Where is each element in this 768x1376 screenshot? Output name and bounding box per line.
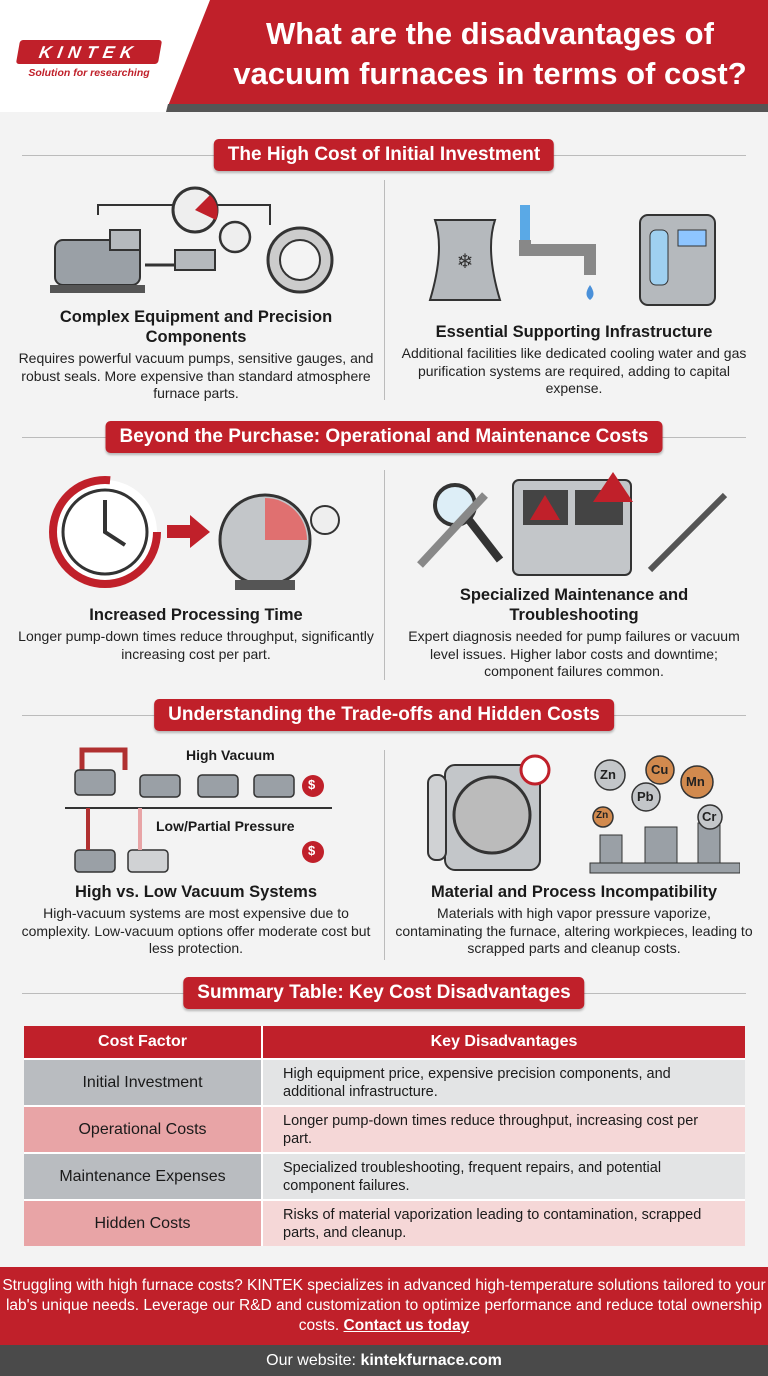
pump-comparison-icon bbox=[60, 740, 360, 880]
item-text: Materials with high vapor pressure vaporize, contaminating the furnace, altering workpieces, leading to scrapped parts and cleanup costs. bbox=[395, 905, 753, 956]
table-row bbox=[24, 1152, 745, 1199]
clock-chamber-icon bbox=[45, 470, 355, 595]
column-divider bbox=[384, 470, 385, 680]
element-cr: Cr bbox=[702, 809, 717, 824]
item-supporting-infrastructure bbox=[394, 322, 754, 398]
svg-text:❄: ❄ bbox=[456, 251, 474, 273]
element-zn: Zn bbox=[600, 767, 616, 782]
dollar-icon: $ bbox=[308, 777, 316, 792]
item-heading: Essential Supporting Infrastructure bbox=[435, 323, 713, 341]
disadvantage-cell: High equipment price, expensive precision components, and additional infrastructure. bbox=[263, 1060, 745, 1105]
section-title-initial-investment: The High Cost of Initial Investment bbox=[214, 139, 554, 171]
footer-cta bbox=[0, 1267, 768, 1345]
item-heading: Material and Process Incompatibility bbox=[430, 883, 718, 901]
footer-text: Struggling with high furnace costs? KINTEK specializes in advanced high-temperature solutions tailored to your lab's unique needs. Leverage our R&D and customization to optimize performance and reduce total ownership costs. bbox=[2, 1277, 766, 1334]
dollar-icon: $ bbox=[308, 843, 316, 858]
low-pressure-label: Low/Partial Pressure bbox=[156, 818, 295, 834]
item-specialized-maintenance bbox=[394, 585, 754, 681]
summary-title: Summary Table: Key Cost Disadvantages bbox=[183, 977, 584, 1009]
element-zn: Zn bbox=[596, 810, 609, 821]
table-header bbox=[24, 1026, 745, 1058]
header bbox=[0, 0, 768, 112]
summary-table bbox=[24, 1026, 745, 1246]
element-cu: Cu bbox=[651, 762, 669, 777]
item-text: Requires powerful vacuum pumps, sensitive gauges, and robust seals. More expensive than standard atmosphere furnace parts. bbox=[18, 350, 374, 401]
section-title-operational-costs: Beyond the Purchase: Operational and Maintenance Costs bbox=[106, 421, 663, 453]
item-text: Longer pump-down times reduce throughput, significantly increasing cost per part. bbox=[18, 628, 374, 662]
column-divider bbox=[384, 180, 385, 400]
page-title: What are the disadvantages of vacuum furnaces in terms of cost? bbox=[233, 16, 747, 91]
item-complex-equipment bbox=[16, 307, 376, 403]
logo-tagline: Solution for researching bbox=[28, 67, 150, 79]
cost-factor-cell: Operational Costs bbox=[24, 1107, 263, 1152]
cost-factor-cell: Hidden Costs bbox=[24, 1201, 263, 1246]
disadvantage-cell: Longer pump-down times reduce throughput, increasing cost per part. bbox=[263, 1107, 745, 1152]
table-row bbox=[24, 1058, 745, 1105]
disadvantage-cell: Risks of material vaporization leading to contamination, scrapped parts, and cleanup. bbox=[263, 1201, 745, 1246]
pump-gauge-seal-icon bbox=[50, 185, 340, 305]
item-heading: High vs. Low Vacuum Systems bbox=[74, 883, 318, 901]
logo-text: KINTEK bbox=[16, 40, 162, 64]
section-title-tradeoffs: Understanding the Trade-offs and Hidden Costs bbox=[154, 699, 614, 731]
contact-us-link[interactable]: Contact us today bbox=[343, 1317, 470, 1334]
item-heading: Complex Equipment and Precision Components bbox=[59, 308, 333, 346]
cost-factor-cell: Initial Investment bbox=[24, 1060, 263, 1105]
cost-factor-cell: Maintenance Expenses bbox=[24, 1154, 263, 1199]
column-header-key-disadvantages: Key Disadvantages bbox=[430, 1033, 578, 1050]
cooling-tower-pipe-purifier-icon bbox=[420, 190, 720, 310]
column-header-cost-factor: Cost Factor bbox=[24, 1026, 263, 1058]
element-pb: Pb bbox=[637, 789, 654, 804]
website-bar bbox=[0, 1345, 768, 1376]
header-shadow bbox=[166, 104, 768, 112]
item-text: Expert diagnosis needed for pump failures or vacuum level issues. Higher labor costs and downtime; component failures common. bbox=[408, 628, 740, 679]
website-label: Our website: bbox=[266, 1352, 356, 1369]
item-text: Additional facilities like dedicated cooling water and gas purification systems are required, adding to capital expense. bbox=[401, 345, 747, 396]
table-row bbox=[24, 1105, 745, 1152]
item-material-incompatibility bbox=[394, 882, 754, 958]
website-link[interactable]: kintekfurnace.com bbox=[360, 1352, 502, 1369]
item-heading: Increased Processing Time bbox=[89, 606, 303, 624]
table-row bbox=[24, 1199, 745, 1246]
furnace-drawing bbox=[420, 745, 740, 875]
item-vacuum-systems bbox=[16, 882, 376, 958]
element-mn: Mn bbox=[686, 774, 705, 789]
item-text: High-vacuum systems are most expensive due to complexity. Low-vacuum options offer moderate cost but less protection. bbox=[21, 905, 371, 956]
high-vacuum-label: High Vacuum bbox=[186, 747, 275, 763]
item-heading: Specialized Maintenance and Troubleshooting bbox=[459, 586, 689, 624]
column-divider bbox=[384, 750, 385, 960]
disadvantage-cell: Specialized troubleshooting, frequent repairs, and potential component failures. bbox=[263, 1154, 745, 1199]
tools-control-panel-icon bbox=[405, 470, 745, 580]
kintek-logo[interactable] bbox=[18, 40, 160, 79]
item-processing-time bbox=[16, 605, 376, 663]
furnace-vaporization-icon bbox=[420, 745, 740, 875]
